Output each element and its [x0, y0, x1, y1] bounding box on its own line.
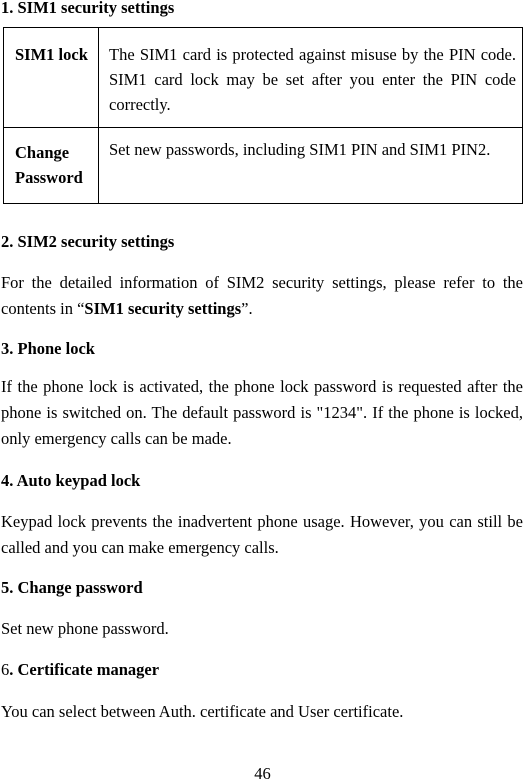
- section-5-paragraph: Set new phone password.: [1, 619, 169, 638]
- section-3-paragraph: If the phone lock is activated, the phone lock password is requested after the phone is switched on. The default password is "1234". If the phone is locked, only emergency calls can be made.: [1, 377, 523, 448]
- page-number: 46: [254, 764, 271, 783]
- section-1-heading: 1. SIM1 security settings: [1, 0, 175, 17]
- section-6-heading: [1, 660, 159, 680]
- section-4-heading: 4. Auto keypad lock: [1, 471, 141, 490]
- section-2-paragraph: [1, 270, 523, 322]
- table-row-description: Set new passwords, including SIM1 PIN and SIM1 PIN2.: [99, 128, 523, 204]
- table-row-label: SIM1 lock: [4, 28, 99, 128]
- section-2-text-end: ”.: [241, 299, 253, 318]
- table-row-label: Change Password: [4, 128, 99, 204]
- table-row-description: The SIM1 card is protected against misuse by the PIN code. SIM1 card lock may be set after you enter the PIN code correctly.: [99, 28, 523, 128]
- section-2-text-start: For the detailed information of SIM2 security settings, please refer to the contents in “: [1, 273, 523, 318]
- sim1-settings-table: [3, 27, 523, 204]
- section-6-paragraph: You can select between Auth. certificate and User certificate.: [1, 702, 404, 721]
- section-3-heading: 3. Phone lock: [1, 339, 95, 358]
- table-row: [4, 28, 523, 128]
- section-6-title: . Certificate manager: [9, 660, 160, 679]
- section-5-heading: 5. Change password: [1, 578, 143, 597]
- table-row: [4, 128, 523, 204]
- section-4-paragraph: Keypad lock prevents the inadvertent phone usage. However, you can still be called and you can make emergency calls.: [1, 512, 523, 557]
- section-6-number: 6: [1, 660, 10, 679]
- section-2-reference: SIM1 security settings: [84, 299, 242, 318]
- section-2-heading: 2. SIM2 security settings: [1, 232, 175, 251]
